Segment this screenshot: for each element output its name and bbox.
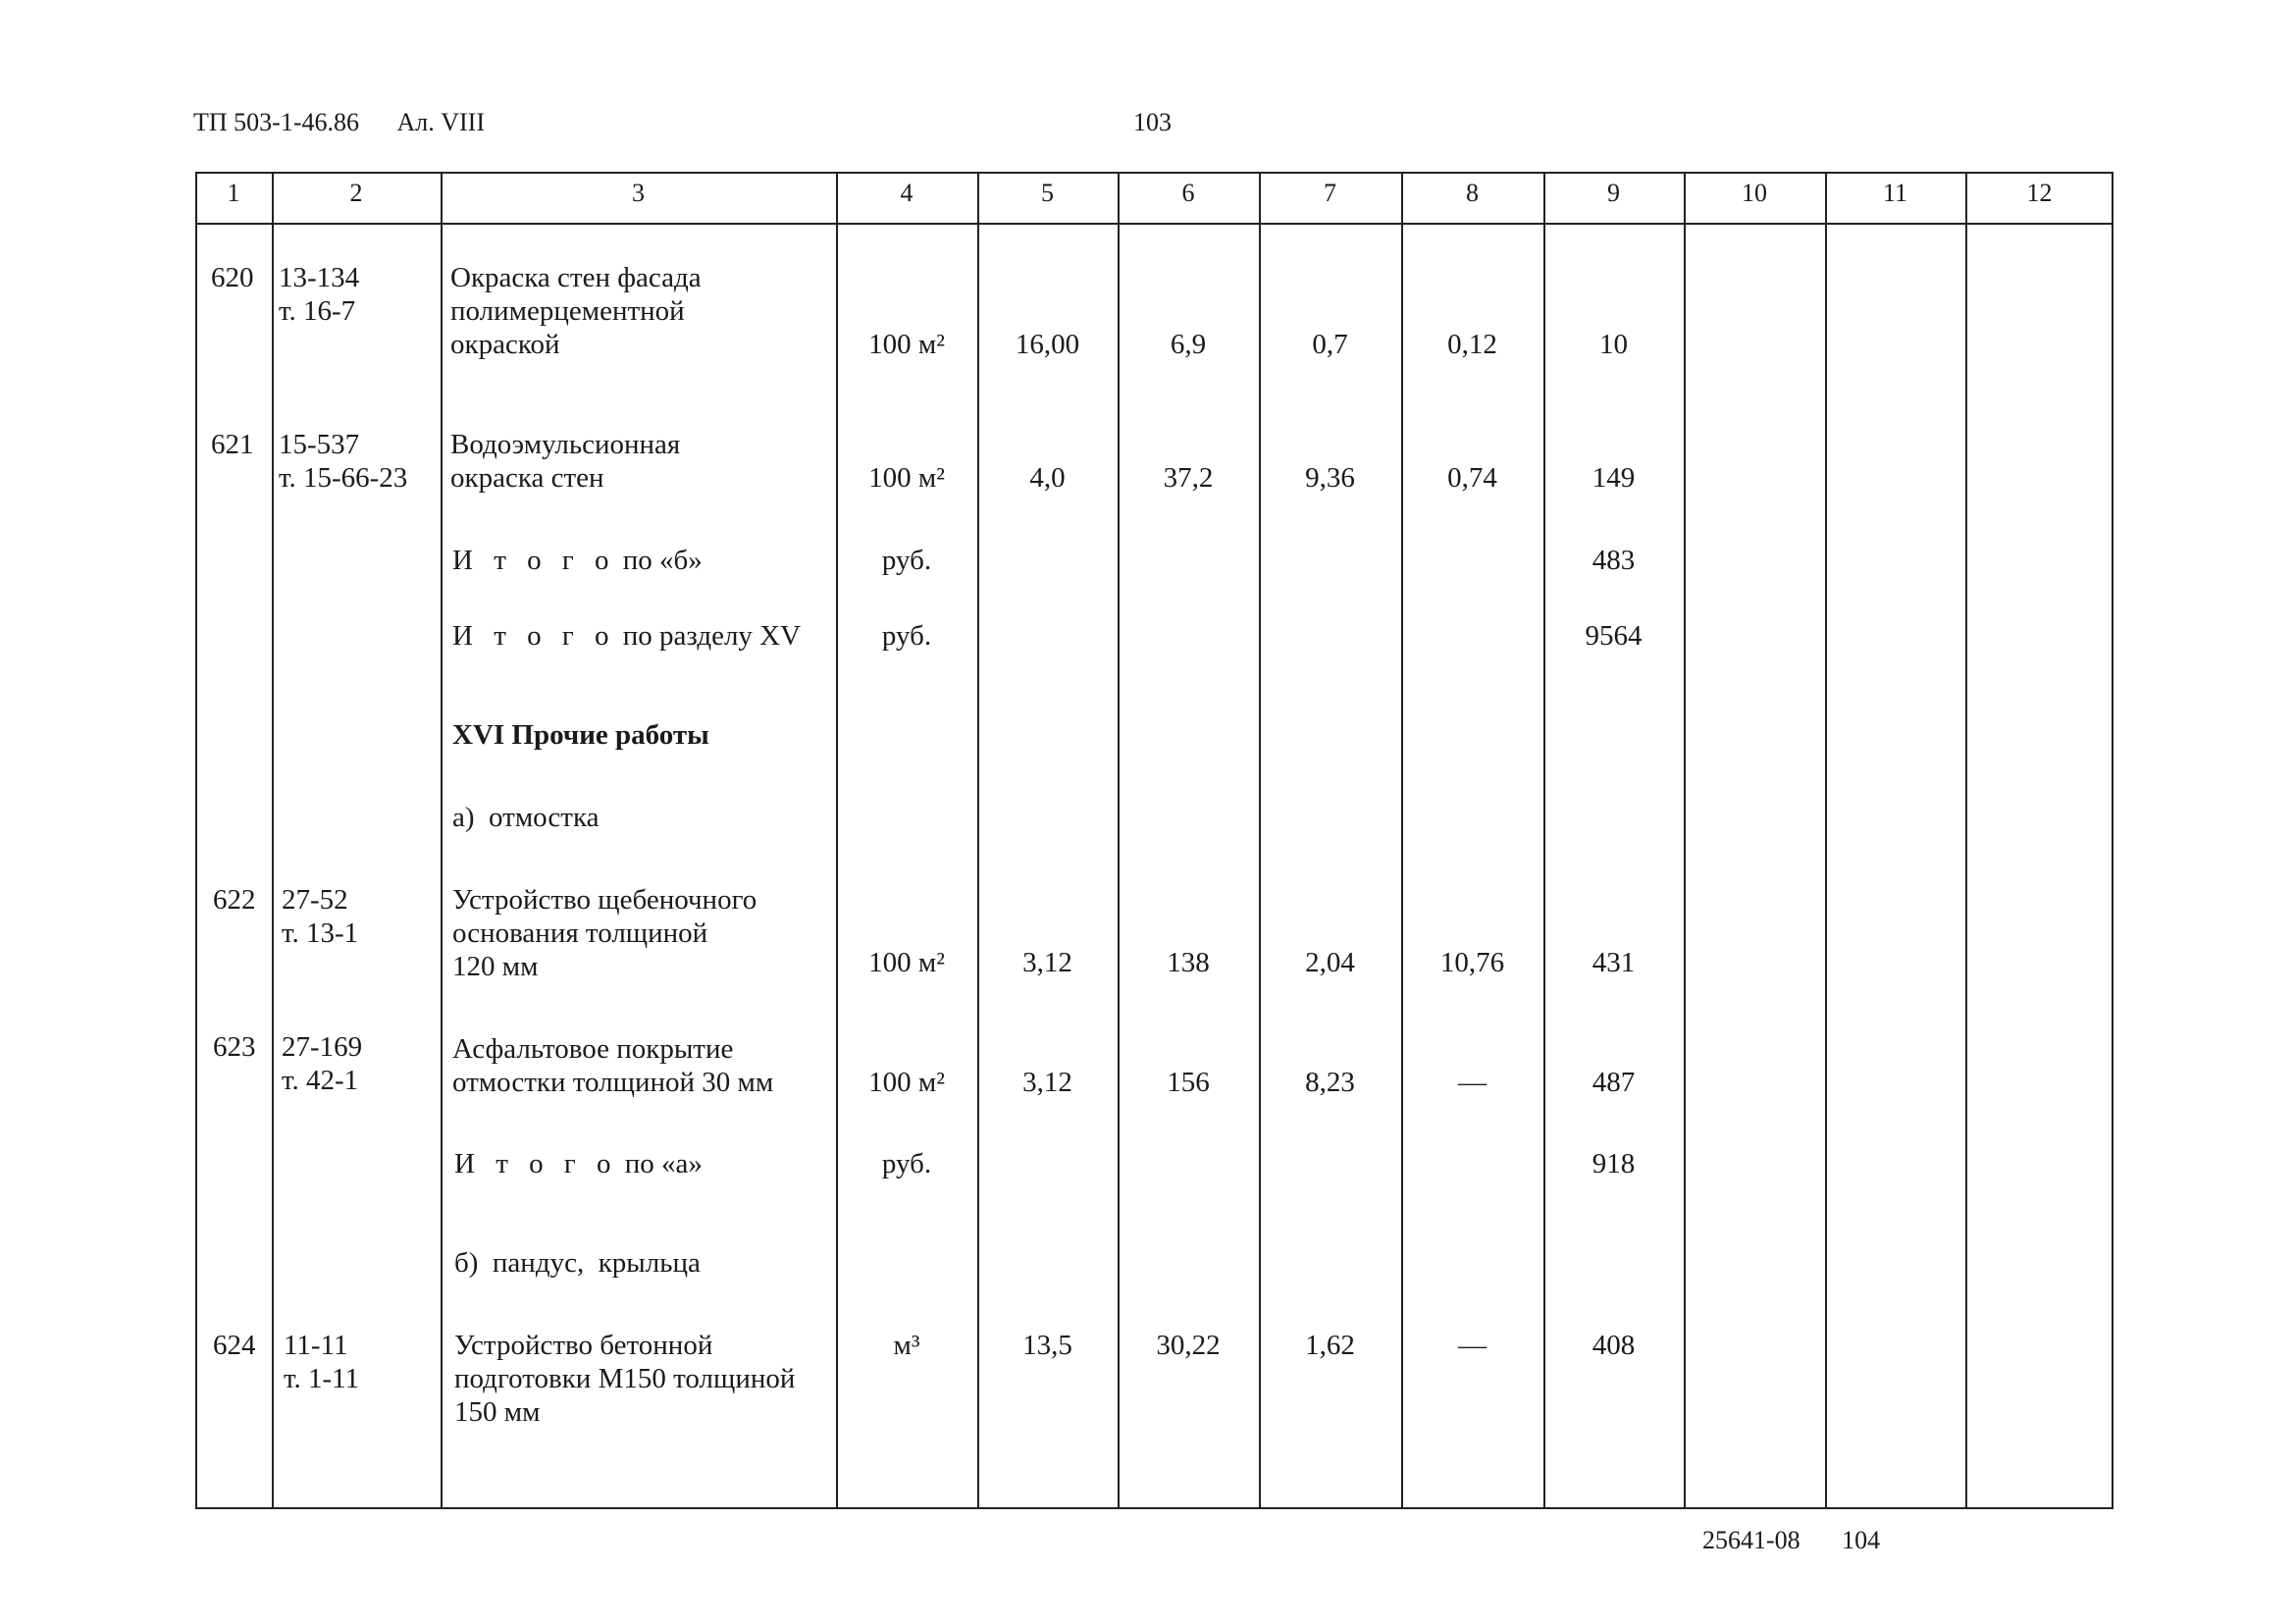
total-label: И т о г о xyxy=(454,1148,618,1179)
doc-code: ТП 503-1-46.86 xyxy=(193,108,359,136)
column-number: 10 xyxy=(1742,179,1767,207)
column-number: 7 xyxy=(1324,179,1336,207)
value-col7: 0,7 xyxy=(1312,329,1348,360)
rate-table: т. 13-1 xyxy=(282,917,359,949)
footer-code: 25641-08 xyxy=(1702,1526,1800,1554)
column-divider xyxy=(1684,172,1686,1509)
row-number: 620 xyxy=(211,262,254,293)
quantity: 4,0 xyxy=(1029,462,1066,494)
quantity: 3,12 xyxy=(1022,947,1072,978)
doc-footer xyxy=(1702,1526,1880,1555)
column-divider xyxy=(1118,172,1120,1509)
work-description: окраской xyxy=(450,329,560,360)
column-divider xyxy=(1825,172,1827,1509)
column-divider xyxy=(1543,172,1545,1509)
rate-table: т. 16-7 xyxy=(279,295,356,327)
section-heading: XVI Прочие работы xyxy=(452,719,709,751)
value-col8: 0,12 xyxy=(1447,329,1497,360)
total-target: по разделу XV xyxy=(622,620,802,652)
value-col6: 6,9 xyxy=(1170,329,1207,360)
unit: 100 м² xyxy=(868,329,945,360)
column-divider xyxy=(977,172,979,1509)
column-number: 3 xyxy=(632,179,645,207)
column-divider xyxy=(1965,172,1967,1509)
total-value: 918 xyxy=(1592,1148,1636,1179)
rate-table: т. 1-11 xyxy=(284,1363,360,1394)
column-number: 1 xyxy=(227,179,240,207)
total-label: И т о г о xyxy=(452,545,616,576)
rate-code: 13-134 xyxy=(279,262,360,293)
row-number: 624 xyxy=(213,1330,256,1361)
quantity: 13,5 xyxy=(1022,1330,1072,1361)
work-description: окраска стен xyxy=(450,462,604,494)
work-description: подготовки М150 толщиной xyxy=(454,1363,796,1394)
value-col9: 10 xyxy=(1599,329,1628,360)
total-value: 9564 xyxy=(1585,620,1643,652)
value-col9: 408 xyxy=(1592,1330,1636,1361)
value-col6: 138 xyxy=(1167,947,1210,978)
row-number: 621 xyxy=(211,429,254,460)
column-divider xyxy=(1401,172,1403,1509)
work-description: отмостки толщиной 30 мм xyxy=(452,1067,774,1098)
subsection-heading: а) отмостка xyxy=(452,802,600,833)
column-number: 9 xyxy=(1607,179,1620,207)
work-description: Окраска стен фасада xyxy=(450,262,702,293)
row-number: 623 xyxy=(213,1031,256,1063)
value-col9: 431 xyxy=(1592,947,1636,978)
column-number: 5 xyxy=(1041,179,1054,207)
column-divider xyxy=(272,172,274,1509)
column-number: 11 xyxy=(1882,179,1908,207)
unit: руб. xyxy=(881,545,932,576)
total-label-group xyxy=(452,544,703,577)
total-label: И т о г о xyxy=(452,620,616,652)
rate-code: 27-169 xyxy=(282,1031,363,1063)
column-number: 12 xyxy=(2026,179,2053,207)
column-divider xyxy=(836,172,838,1509)
album-label: Ал. VIII xyxy=(396,108,485,136)
quantity: 16,00 xyxy=(1015,329,1080,360)
value-col8: 0,74 xyxy=(1447,462,1497,494)
value-col7: 9,36 xyxy=(1305,462,1355,494)
unit: руб. xyxy=(881,1148,932,1179)
subsection-heading: б) пандус, крыльца xyxy=(454,1247,701,1279)
value-col9: 149 xyxy=(1592,462,1636,494)
unit: 100 м² xyxy=(868,947,945,978)
unit: м³ xyxy=(893,1330,920,1361)
total-label-group xyxy=(452,619,801,653)
column-number: 4 xyxy=(900,179,913,207)
page-number: 103 xyxy=(1133,108,1172,136)
work-description: Асфальтовое покрытие xyxy=(452,1033,734,1065)
work-description: основания толщиной xyxy=(452,917,708,949)
rate-code: 15-537 xyxy=(279,429,360,460)
total-label-group xyxy=(454,1147,703,1180)
value-col7: 2,04 xyxy=(1305,947,1355,978)
total-target: по «а» xyxy=(624,1148,703,1179)
value-col6: 30,22 xyxy=(1156,1330,1221,1361)
value-col6: 37,2 xyxy=(1163,462,1214,494)
column-number: 2 xyxy=(349,179,363,207)
work-description: Устройство бетонной xyxy=(454,1330,713,1361)
row-number: 622 xyxy=(213,884,256,916)
value-col8: 10,76 xyxy=(1439,947,1505,978)
work-description: полимерцементной xyxy=(450,295,685,327)
total-value: 483 xyxy=(1592,545,1636,576)
value-col7: 8,23 xyxy=(1305,1067,1355,1098)
value-col8: — xyxy=(1458,1067,1487,1098)
quantity: 3,12 xyxy=(1022,1067,1072,1098)
column-number: 6 xyxy=(1181,179,1195,207)
unit: 100 м² xyxy=(868,462,945,494)
work-description: Устройство щебеночного xyxy=(452,884,757,916)
value-col7: 1,62 xyxy=(1305,1330,1355,1361)
rate-code: 27-52 xyxy=(282,884,348,916)
footer-page: 104 xyxy=(1842,1526,1881,1554)
value-col9: 487 xyxy=(1592,1067,1636,1098)
work-description: Водоэмульсионная xyxy=(450,429,681,460)
value-col8: — xyxy=(1458,1330,1487,1361)
work-description: 150 мм xyxy=(454,1396,541,1428)
work-description: 120 мм xyxy=(452,951,539,982)
column-number: 8 xyxy=(1466,179,1479,207)
unit: 100 м² xyxy=(868,1067,945,1098)
column-divider xyxy=(441,172,443,1509)
rate-table: т. 42-1 xyxy=(282,1065,359,1096)
total-target: по «б» xyxy=(622,545,703,576)
doc-header xyxy=(193,108,485,137)
value-col6: 156 xyxy=(1167,1067,1210,1098)
unit: руб. xyxy=(881,620,932,652)
rate-table: т. 15-66-23 xyxy=(279,462,408,494)
rate-code: 11-11 xyxy=(284,1330,348,1361)
column-divider xyxy=(1259,172,1261,1509)
